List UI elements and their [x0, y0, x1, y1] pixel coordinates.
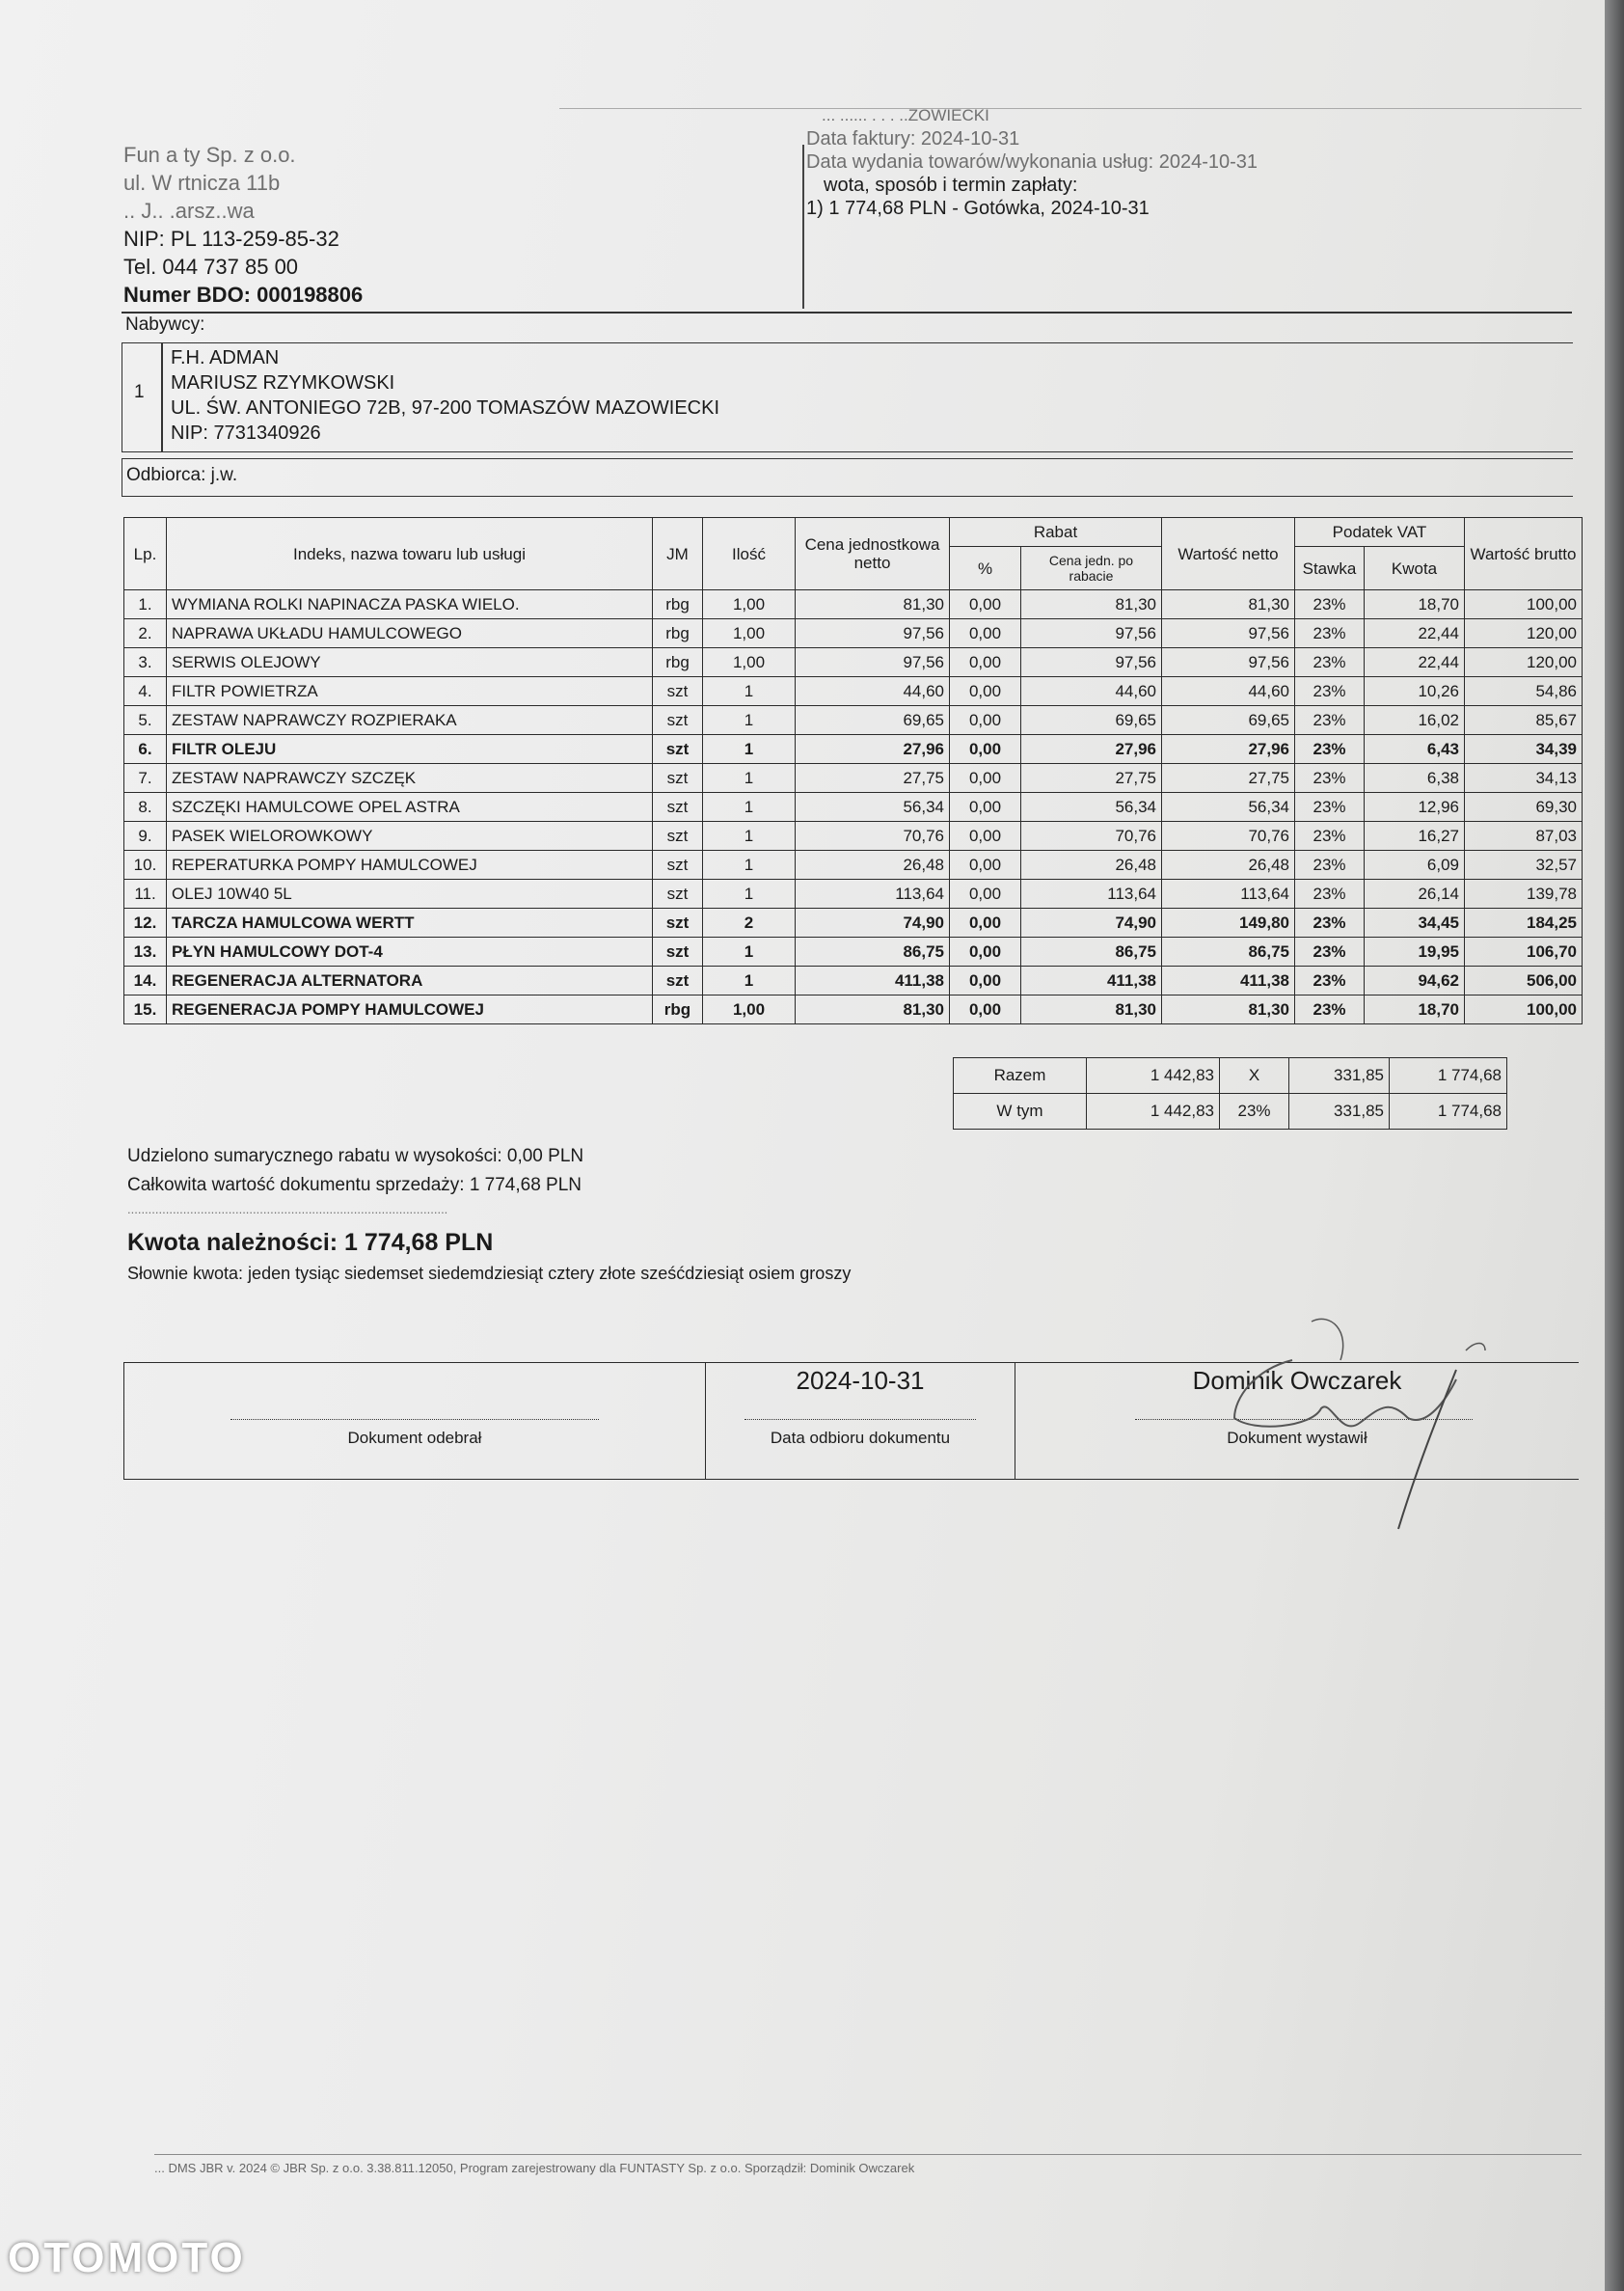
row-lp: 14. — [124, 967, 167, 995]
row-price: 27,75 — [796, 764, 950, 793]
row-vat: 18,70 — [1365, 995, 1465, 1024]
seller-block — [123, 141, 363, 309]
row-vat: 19,95 — [1365, 938, 1465, 967]
row-price: 27,96 — [796, 735, 950, 764]
buyer-box — [122, 342, 1573, 452]
date-caption: Data odbioru dokumentu — [770, 1429, 951, 1447]
row-vat-rate: 23% — [1295, 677, 1365, 706]
row-price-after: 74,90 — [1021, 909, 1162, 938]
table-row — [124, 590, 1583, 619]
row-vat-rate: 23% — [1295, 590, 1365, 619]
row-lp: 7. — [124, 764, 167, 793]
row-net: 113,64 — [1162, 880, 1295, 909]
row-jm: szt — [653, 967, 703, 995]
row-qty: 1 — [703, 851, 796, 880]
row-name: REGENERACJA POMPY HAMULCOWEJ — [167, 995, 653, 1024]
row-gross: 100,00 — [1465, 590, 1583, 619]
row-net: 97,56 — [1162, 619, 1295, 648]
row-gross: 87,03 — [1465, 822, 1583, 851]
row-price: 97,56 — [796, 619, 950, 648]
row-vat-rate: 23% — [1295, 735, 1365, 764]
faded-line: ............................................................................................ — [127, 1202, 448, 1216]
row-vat: 16,27 — [1365, 822, 1465, 851]
row-price: 97,56 — [796, 648, 950, 677]
summary-ofwhich-label: W tym — [954, 1094, 1087, 1130]
row-vat-rate: 23% — [1295, 851, 1365, 880]
row-net: 44,60 — [1162, 677, 1295, 706]
payment-label: wota, sposób i termin zapłaty: — [824, 175, 1078, 196]
summary-ofwhich-net: 1 442,83 — [1087, 1094, 1220, 1130]
table-row — [124, 793, 1583, 822]
row-qty: 2 — [703, 909, 796, 938]
row-net: 81,30 — [1162, 590, 1295, 619]
table-row — [124, 851, 1583, 880]
row-gross: 120,00 — [1465, 619, 1583, 648]
row-price-after: 26,48 — [1021, 851, 1162, 880]
row-vat: 6,38 — [1365, 764, 1465, 793]
seller-city: .. J.. .arsz..wa — [123, 199, 255, 223]
row-vat-rate: 23% — [1295, 967, 1365, 995]
row-name: PŁYN HAMULCOWY DOT-4 — [167, 938, 653, 967]
col-discount-pct: % — [950, 547, 1021, 590]
buyer-top-rule — [122, 312, 1572, 314]
issuer-name: Dominik Owczarek — [1192, 1366, 1402, 1395]
row-vat: 94,62 — [1365, 967, 1465, 995]
row-vat: 10,26 — [1365, 677, 1465, 706]
row-gross: 85,67 — [1465, 706, 1583, 735]
summary-total-rate: X — [1220, 1058, 1289, 1094]
date-cell — [706, 1363, 1015, 1480]
row-vat-rate: 23% — [1295, 880, 1365, 909]
summary-total-label: Razem — [954, 1058, 1087, 1094]
row-discount-pct: 0,00 — [950, 880, 1021, 909]
row-vat: 12,96 — [1365, 793, 1465, 822]
row-lp: 11. — [124, 880, 167, 909]
buyer-label: Nabywcy: — [125, 314, 205, 335]
row-qty: 1 — [703, 706, 796, 735]
footer-text: ... DMS JBR v. 2024 © JBR Sp. z o.o. 3.38.811.12050, Program zarejestrowany dla FUNTASTY Sp. z o.o. Sporządził: Dominik Owczarek — [154, 2161, 915, 2175]
table-row — [124, 735, 1583, 764]
row-vat: 22,44 — [1365, 619, 1465, 648]
row-lp: 2. — [124, 619, 167, 648]
summary-oftwhich-row — [954, 1094, 1507, 1130]
row-qty: 1 — [703, 793, 796, 822]
summary-total-vat: 331,85 — [1289, 1058, 1390, 1094]
row-vat-rate: 23% — [1295, 938, 1365, 967]
row-name: FILTR OLEJU — [167, 735, 653, 764]
page-edge-shadow — [1605, 0, 1624, 2291]
doc-value-line: Całkowita wartość dokumentu sprzedaży: 1 774,68 PLN — [127, 1175, 582, 1195]
row-gross: 120,00 — [1465, 648, 1583, 677]
row-gross: 34,39 — [1465, 735, 1583, 764]
row-price-after: 113,64 — [1021, 880, 1162, 909]
buyer-index-divider — [161, 343, 163, 451]
row-gross: 506,00 — [1465, 967, 1583, 995]
row-price-after: 70,76 — [1021, 822, 1162, 851]
amount-in-words: Słownie kwota: jeden tysiąc siedemset siedemdziesiąt cztery złote sześćdziesiąt osiem groszy — [127, 1264, 852, 1283]
row-name: REPERATURKA POMPY HAMULCOWEJ — [167, 851, 653, 880]
row-price: 411,38 — [796, 967, 950, 995]
row-name: TARCZA HAMULCOWA WERTT — [167, 909, 653, 938]
received-caption: Dokument odebrał — [347, 1429, 482, 1447]
table-row — [124, 822, 1583, 851]
row-price: 70,76 — [796, 822, 950, 851]
table-row — [124, 648, 1583, 677]
row-vat: 26,14 — [1365, 880, 1465, 909]
row-vat-rate: 23% — [1295, 764, 1365, 793]
col-price-after: Cena jedn. po rabacie — [1021, 547, 1162, 590]
row-name: OLEJ 10W40 5L — [167, 880, 653, 909]
col-qty: Ilość — [703, 518, 796, 590]
row-net: 69,65 — [1162, 706, 1295, 735]
row-vat: 18,70 — [1365, 590, 1465, 619]
row-net: 149,80 — [1162, 909, 1295, 938]
row-qty: 1 — [703, 938, 796, 967]
row-vat: 6,43 — [1365, 735, 1465, 764]
row-lp: 15. — [124, 995, 167, 1024]
col-vat-rate: Stawka — [1295, 547, 1365, 590]
issuer-caption: Dokument wystawił — [1227, 1429, 1367, 1447]
row-price-after: 81,30 — [1021, 995, 1162, 1024]
row-jm: szt — [653, 677, 703, 706]
buyer-line-nip: NIP: 7731340926 — [171, 423, 321, 444]
summary-total-gross: 1 774,68 — [1390, 1058, 1507, 1094]
row-price: 44,60 — [796, 677, 950, 706]
row-name: SZCZĘKI HAMULCOWE OPEL ASTRA — [167, 793, 653, 822]
row-jm: rbg — [653, 995, 703, 1024]
row-price: 69,65 — [796, 706, 950, 735]
buyer-line-name: F.H. ADMAN — [171, 347, 280, 368]
row-net: 26,48 — [1162, 851, 1295, 880]
summary-table — [953, 1057, 1507, 1130]
row-lp: 1. — [124, 590, 167, 619]
row-discount-pct: 0,00 — [950, 793, 1021, 822]
invoice-date: Data faktury: 2024-10-31 — [806, 128, 1020, 150]
row-vat-rate: 23% — [1295, 909, 1365, 938]
row-discount-pct: 0,00 — [950, 706, 1021, 735]
row-name: REGENERACJA ALTERNATORA — [167, 967, 653, 995]
row-qty: 1 — [703, 764, 796, 793]
totals-block — [127, 1142, 583, 1219]
row-price: 26,48 — [796, 851, 950, 880]
payment-line: 1) 1 774,68 PLN - Gotówka, 2024-10-31 — [806, 198, 1150, 219]
received-date: 2024-10-31 — [796, 1366, 925, 1395]
row-discount-pct: 0,00 — [950, 735, 1021, 764]
row-qty: 1,00 — [703, 619, 796, 648]
col-lp: Lp. — [124, 518, 167, 590]
date-dots — [744, 1419, 976, 1420]
row-discount-pct: 0,00 — [950, 677, 1021, 706]
row-jm: szt — [653, 938, 703, 967]
row-price-after: 44,60 — [1021, 677, 1162, 706]
recipient-label: Odbiorca: j.w. — [126, 465, 238, 485]
summary-ofwhich-gross: 1 774,68 — [1390, 1094, 1507, 1130]
row-price: 81,30 — [796, 995, 950, 1024]
row-name: SERWIS OLEJOWY — [167, 648, 653, 677]
seller-name: Fun a ty Sp. z o.o. — [123, 143, 296, 167]
row-lp: 4. — [124, 677, 167, 706]
row-lp: 12. — [124, 909, 167, 938]
row-gross: 69,30 — [1465, 793, 1583, 822]
row-jm: szt — [653, 706, 703, 735]
buyer-line-owner: MARIUSZ RZYMKOWSKI — [171, 372, 395, 394]
table-row — [124, 619, 1583, 648]
row-name: ZESTAW NAPRAWCZY ROZPIERAKA — [167, 706, 653, 735]
delivery-date: Data wydania towarów/wykonania usług: 2024-10-31 — [806, 151, 1259, 173]
row-qty: 1,00 — [703, 648, 796, 677]
table-row — [124, 995, 1583, 1024]
row-lp: 10. — [124, 851, 167, 880]
row-lp: 13. — [124, 938, 167, 967]
row-vat-rate: 23% — [1295, 619, 1365, 648]
row-vat: 6,09 — [1365, 851, 1465, 880]
handwritten-signature-graphic — [1196, 1302, 1504, 1534]
row-discount-pct: 0,00 — [950, 967, 1021, 995]
row-price-after: 69,65 — [1021, 706, 1162, 735]
row-price-after: 97,56 — [1021, 648, 1162, 677]
row-jm: szt — [653, 822, 703, 851]
table-row — [124, 880, 1583, 909]
row-name: WYMIANA ROLKI NAPINACZA PASKA WIELO. — [167, 590, 653, 619]
row-jm: rbg — [653, 619, 703, 648]
col-vat-amount: Kwota — [1365, 547, 1465, 590]
row-vat-rate: 23% — [1295, 648, 1365, 677]
row-qty: 1 — [703, 677, 796, 706]
table-row — [124, 967, 1583, 995]
row-price: 113,64 — [796, 880, 950, 909]
row-price: 74,90 — [796, 909, 950, 938]
row-discount-pct: 0,00 — [950, 648, 1021, 677]
row-gross: 34,13 — [1465, 764, 1583, 793]
row-net: 70,76 — [1162, 822, 1295, 851]
row-price: 86,75 — [796, 938, 950, 967]
summary-ofwhich-vat: 331,85 — [1289, 1094, 1390, 1130]
row-vat-rate: 23% — [1295, 995, 1365, 1024]
row-vat: 16,02 — [1365, 706, 1465, 735]
col-price-net: Cena jednostkowa netto — [796, 518, 950, 590]
row-price-after: 86,75 — [1021, 938, 1162, 967]
row-net: 86,75 — [1162, 938, 1295, 967]
row-price-after: 97,56 — [1021, 619, 1162, 648]
row-net: 411,38 — [1162, 967, 1295, 995]
row-price-after: 27,96 — [1021, 735, 1162, 764]
row-discount-pct: 0,00 — [950, 851, 1021, 880]
footer-rule — [154, 2154, 1582, 2155]
header-divider — [802, 145, 804, 309]
row-net: 81,30 — [1162, 995, 1295, 1024]
row-discount-pct: 0,00 — [950, 822, 1021, 851]
row-qty: 1 — [703, 822, 796, 851]
row-lp: 3. — [124, 648, 167, 677]
items-table — [123, 517, 1583, 1024]
row-vat-rate: 23% — [1295, 822, 1365, 851]
row-discount-pct: 0,00 — [950, 619, 1021, 648]
table-row — [124, 706, 1583, 735]
row-name: ZESTAW NAPRAWCZY SZCZĘK — [167, 764, 653, 793]
row-name: NAPRAWA UKŁADU HAMULCOWEGO — [167, 619, 653, 648]
row-jm: szt — [653, 880, 703, 909]
row-discount-pct: 0,00 — [950, 995, 1021, 1024]
row-qty: 1 — [703, 967, 796, 995]
row-price-after: 27,75 — [1021, 764, 1162, 793]
buyer-line-address: UL. ŚW. ANTONIEGO 72B, 97-200 TOMASZÓW MAZOWIECKI — [171, 397, 720, 419]
buyer-index: 1 — [134, 382, 145, 402]
received-dots — [230, 1419, 599, 1420]
row-lp: 5. — [124, 706, 167, 735]
meta-top-line: ... ...... . . . ..ZOWIECKI — [822, 106, 989, 124]
col-name: Indeks, nazwa towaru lub usługi — [167, 518, 653, 590]
row-qty: 1,00 — [703, 590, 796, 619]
row-jm: rbg — [653, 648, 703, 677]
col-value-net: Wartość netto — [1162, 518, 1295, 590]
table-row — [124, 677, 1583, 706]
row-gross: 100,00 — [1465, 995, 1583, 1024]
recipient-box — [122, 458, 1573, 497]
row-jm: szt — [653, 909, 703, 938]
row-discount-pct: 0,00 — [950, 590, 1021, 619]
row-lp: 8. — [124, 793, 167, 822]
amount-due: Kwota należności: 1 774,68 PLN — [127, 1229, 494, 1256]
row-gross: 184,25 — [1465, 909, 1583, 938]
otomoto-watermark: OTOMOTO — [8, 2234, 246, 2281]
row-gross: 32,57 — [1465, 851, 1583, 880]
seller-nip: NIP: PL 113-259-85-32 — [123, 227, 339, 251]
col-value-gross: Wartość brutto — [1465, 518, 1583, 590]
col-discount: Rabat — [950, 518, 1162, 547]
row-price-after: 411,38 — [1021, 967, 1162, 995]
row-name: FILTR POWIETRZA — [167, 677, 653, 706]
row-price-after: 81,30 — [1021, 590, 1162, 619]
row-discount-pct: 0,00 — [950, 764, 1021, 793]
summary-total-net: 1 442,83 — [1087, 1058, 1220, 1094]
seller-tel: Tel. 044 737 85 00 — [123, 255, 299, 279]
row-gross: 106,70 — [1465, 938, 1583, 967]
col-jm: JM — [653, 518, 703, 590]
received-cell — [124, 1363, 706, 1480]
row-gross: 54,86 — [1465, 677, 1583, 706]
row-net: 56,34 — [1162, 793, 1295, 822]
buyer-lines — [171, 345, 719, 446]
row-price: 56,34 — [796, 793, 950, 822]
row-discount-pct: 0,00 — [950, 938, 1021, 967]
seller-street: ul. W rtnicza 11b — [123, 171, 281, 195]
row-gross: 139,78 — [1465, 880, 1583, 909]
table-row — [124, 909, 1583, 938]
row-jm: szt — [653, 851, 703, 880]
table-row — [124, 764, 1583, 793]
row-qty: 1 — [703, 735, 796, 764]
row-vat-rate: 23% — [1295, 793, 1365, 822]
row-name: PASEK WIELOROWKOWY — [167, 822, 653, 851]
table-row — [124, 938, 1583, 967]
row-vat: 22,44 — [1365, 648, 1465, 677]
row-qty: 1 — [703, 880, 796, 909]
row-jm: szt — [653, 793, 703, 822]
row-net: 97,56 — [1162, 648, 1295, 677]
row-jm: szt — [653, 764, 703, 793]
row-vat: 34,45 — [1365, 909, 1465, 938]
row-lp: 6. — [124, 735, 167, 764]
discount-line: Udzielono sumarycznego rabatu w wysokości: 0,00 PLN — [127, 1146, 584, 1166]
row-price: 81,30 — [796, 590, 950, 619]
invoice-meta — [806, 104, 1258, 220]
row-net: 27,75 — [1162, 764, 1295, 793]
summary-total-row — [954, 1058, 1507, 1094]
col-vat: Podatek VAT — [1295, 518, 1465, 547]
row-net: 27,96 — [1162, 735, 1295, 764]
row-jm: rbg — [653, 590, 703, 619]
summary-ofwhich-rate: 23% — [1220, 1094, 1289, 1130]
seller-bdo: Numer BDO: 000198806 — [123, 283, 364, 307]
row-jm: szt — [653, 735, 703, 764]
row-lp: 9. — [124, 822, 167, 851]
row-discount-pct: 0,00 — [950, 909, 1021, 938]
row-price-after: 56,34 — [1021, 793, 1162, 822]
row-vat-rate: 23% — [1295, 706, 1365, 735]
row-qty: 1,00 — [703, 995, 796, 1024]
